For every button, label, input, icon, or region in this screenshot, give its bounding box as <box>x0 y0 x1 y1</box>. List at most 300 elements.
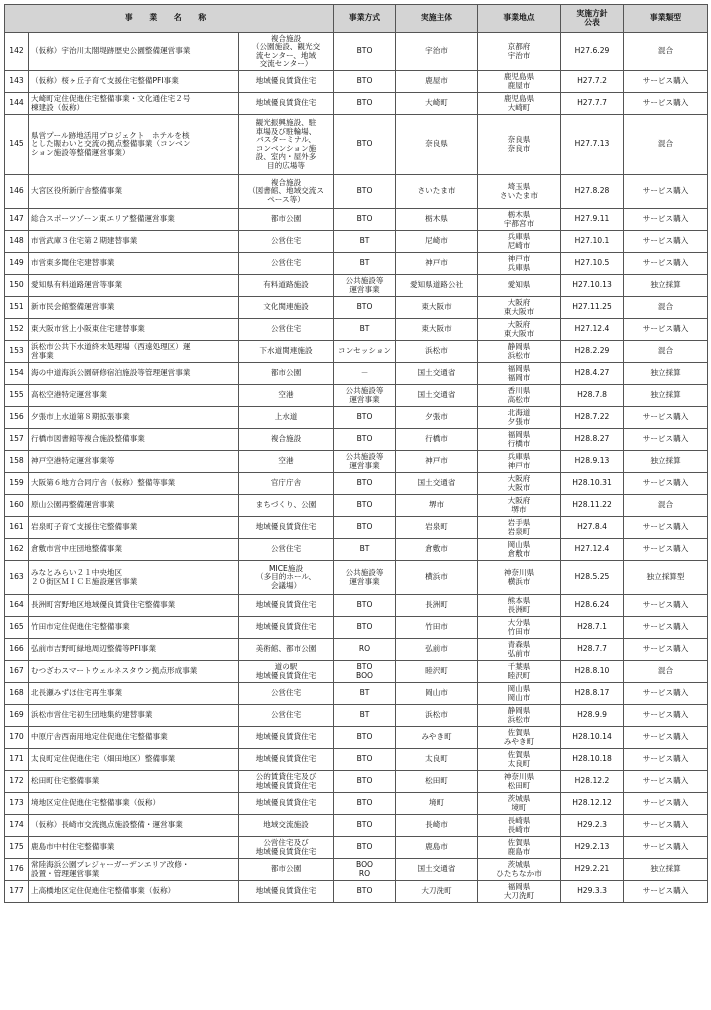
project-location-cell <box>478 661 561 683</box>
header-type: 事業類型 <box>624 5 708 33</box>
implementing-body: 国土交通省 <box>417 368 456 378</box>
facility-type-cell <box>239 253 334 275</box>
project-method: BTO <box>356 754 373 764</box>
facility-type-cell <box>239 727 334 749</box>
row-number-cell <box>5 859 29 881</box>
announcement-date-cell <box>561 175 624 209</box>
implementing-body: 境町 <box>428 798 445 808</box>
facility-type-cell <box>239 683 334 705</box>
facility-type: 複合施設 <box>270 177 302 187</box>
project-name: 長洲町宮野地区地域優良賃貸住宅整備事業 <box>31 600 176 610</box>
row-number-cell <box>5 793 29 815</box>
announcement-date: H28.7.7 <box>577 644 607 654</box>
facility-type-cell <box>239 429 334 451</box>
project-name-cell <box>29 115 239 175</box>
project-name: 海の中道海浜公園研修宿泊施設等管理運営事業 <box>31 368 191 378</box>
project-method-cell <box>334 683 396 705</box>
implementing-body-cell <box>396 727 478 749</box>
project-method: BTO <box>356 662 373 671</box>
project-name: 境地区定住促進住宅整備事業（仮称） <box>31 798 161 808</box>
project-category: 独立採算 <box>650 368 681 378</box>
row-number-cell <box>5 595 29 617</box>
project-name-cell <box>29 771 239 793</box>
project-location: 熊本県 <box>507 596 531 605</box>
project-location-cell <box>478 815 561 837</box>
project-method-cell <box>334 859 396 881</box>
implementing-body-cell <box>396 275 478 297</box>
row-number: 176 <box>9 864 24 874</box>
project-method: BTO <box>356 732 373 742</box>
announcement-date: H27.10.13 <box>572 280 612 290</box>
project-category-cell <box>624 517 708 539</box>
project-category: サービス購入 <box>642 522 689 532</box>
implementing-body: 奈良県 <box>425 139 448 149</box>
project-location: 愛知県 <box>507 280 531 290</box>
project-method-cell <box>334 341 396 363</box>
row-number-cell <box>5 175 29 209</box>
row-number: 158 <box>9 456 24 466</box>
project-category: サービス購入 <box>642 622 689 632</box>
announcement-date-cell <box>561 771 624 793</box>
project-name: 松田町住宅整備事業 <box>31 776 100 786</box>
project-name: 鹿島市中村住宅整備事業 <box>31 842 115 852</box>
facility-type: 公営住宅 <box>270 258 302 268</box>
implementing-body: 長洲町 <box>425 600 448 610</box>
project-location-cell <box>478 595 561 617</box>
project-location: 北海道 <box>507 408 531 417</box>
project-location-cell <box>478 319 561 341</box>
implementing-body-cell <box>396 473 478 495</box>
row-number-cell <box>5 683 29 705</box>
project-method: BTO <box>356 500 373 510</box>
project-name-cell <box>29 639 239 661</box>
implementing-body: 東大阪市 <box>421 302 452 312</box>
facility-type: 地域優良賃貸住宅 <box>255 732 317 742</box>
project-category-cell <box>624 661 708 683</box>
project-category: サービス購入 <box>642 186 689 196</box>
table-row <box>5 639 708 661</box>
implementing-body-cell <box>396 33 478 71</box>
facility-type: 車場及び駐輪場、 <box>255 126 317 136</box>
implementing-body-cell <box>396 341 478 363</box>
project-category-cell <box>624 341 708 363</box>
facility-type: 地域優良賃貸住宅 <box>255 886 317 896</box>
project-location: 岩泉町 <box>507 526 531 536</box>
project-name: 行橋市図書館等複合施設整備事業 <box>31 434 145 444</box>
table-row <box>5 93 708 115</box>
project-name-cell <box>29 837 239 859</box>
project-location: 大阪府 <box>507 496 531 505</box>
project-location: 大阪府 <box>507 474 531 483</box>
project-location: 佐賀県 <box>507 750 531 759</box>
announcement-date: H28.8.17 <box>574 688 610 698</box>
facility-type: 公営住宅及び <box>263 838 309 847</box>
facility-type: ペース等） <box>267 194 305 204</box>
project-location: 福岡市 <box>507 372 531 382</box>
project-method: BTO <box>356 886 373 896</box>
project-category-cell <box>624 859 708 881</box>
facility-type-cell <box>239 495 334 517</box>
project-category: サービス購入 <box>642 820 689 830</box>
implementing-body: 太良町 <box>425 754 448 764</box>
facility-type: 地域優良賃貸住宅 <box>255 670 317 680</box>
project-category-cell <box>624 209 708 231</box>
table-row <box>5 495 708 517</box>
table-row <box>5 71 708 93</box>
project-location-cell <box>478 451 561 473</box>
facility-type-cell <box>239 175 334 209</box>
project-location: 佐賀県 <box>507 728 531 737</box>
row-number-cell <box>5 363 29 385</box>
project-name-cell <box>29 363 239 385</box>
row-number-cell <box>5 429 29 451</box>
row-number: 150 <box>9 280 24 290</box>
table-row <box>5 319 708 341</box>
project-name-cell <box>29 341 239 363</box>
project-location: 兵庫県 <box>507 452 531 461</box>
project-name-cell <box>29 319 239 341</box>
announcement-date: H28.5.25 <box>574 572 610 582</box>
facility-type-cell <box>239 451 334 473</box>
announcement-date-cell <box>561 275 624 297</box>
project-category-cell <box>624 683 708 705</box>
project-method: RO <box>358 644 371 654</box>
project-location-cell <box>478 71 561 93</box>
project-location: 奈良市 <box>507 143 531 153</box>
announcement-date: H29.3.3 <box>577 886 607 896</box>
project-location: 茨城県 <box>507 794 531 803</box>
project-name-cell <box>29 385 239 407</box>
table-row <box>5 749 708 771</box>
facility-type-cell <box>239 837 334 859</box>
project-name-cell <box>29 71 239 93</box>
project-method: BTO <box>356 302 373 312</box>
implementing-body-cell <box>396 209 478 231</box>
project-method: RO <box>358 868 371 878</box>
project-location: 大刀洗町 <box>503 890 535 900</box>
announcement-date-cell <box>561 617 624 639</box>
implementing-body-cell <box>396 793 478 815</box>
facility-type: 公的賃貸住宅及び <box>255 772 317 781</box>
project-location-cell <box>478 561 561 595</box>
project-category: サービス購入 <box>642 798 689 808</box>
project-location-cell <box>478 429 561 451</box>
row-number: 165 <box>9 622 24 632</box>
announcement-date-cell <box>561 209 624 231</box>
announcement-date-cell <box>561 93 624 115</box>
project-location: 堺市 <box>511 504 527 514</box>
project-location: 兵庫県 <box>507 232 531 241</box>
facility-type-cell <box>239 33 334 71</box>
project-method: BTO <box>356 522 373 532</box>
project-category: 独立採算 <box>650 456 681 466</box>
table-row <box>5 683 708 705</box>
project-location: ひたちなか市 <box>496 868 542 878</box>
announcement-date: H29.2.13 <box>574 842 610 852</box>
facility-type-cell <box>239 815 334 837</box>
facility-type: 地域優良賃貸住宅 <box>255 754 317 764</box>
row-number: 172 <box>9 776 24 786</box>
project-method: BTO <box>356 186 373 196</box>
project-location: 大阪市 <box>507 482 531 492</box>
project-location-cell <box>478 837 561 859</box>
project-name-cell <box>29 749 239 771</box>
row-number-cell <box>5 837 29 859</box>
implementing-body-cell <box>396 253 478 275</box>
facility-type: 流センター、地域 <box>255 50 317 60</box>
project-name: 新市民会館整備運営事業 <box>31 302 115 312</box>
project-location: 尼崎市 <box>507 240 531 250</box>
project-name: とした賑わいと交流の拠点整備事業（コンベン <box>31 139 191 149</box>
project-method: 公共施設等 <box>345 568 384 577</box>
row-number: 156 <box>9 412 24 422</box>
announcement-date-cell <box>561 33 624 71</box>
project-name: 高松空港特定運営事業 <box>31 390 107 400</box>
table-row <box>5 253 708 275</box>
row-number: 147 <box>9 214 24 224</box>
project-method: 運営事業 <box>349 284 380 294</box>
table-row <box>5 407 708 429</box>
project-category: サービス購入 <box>642 710 689 720</box>
project-method: BTO <box>356 412 373 422</box>
project-name-cell <box>29 881 239 903</box>
table-row <box>5 517 708 539</box>
implementing-body-cell <box>396 93 478 115</box>
facility-type-cell <box>239 617 334 639</box>
announcement-date-cell <box>561 881 624 903</box>
project-name-cell <box>29 175 239 209</box>
project-location: 宇治市 <box>507 50 531 60</box>
facility-type-cell <box>239 93 334 115</box>
announcement-date-cell <box>561 297 624 319</box>
table-row <box>5 231 708 253</box>
project-location: 岡山県 <box>507 684 531 693</box>
project-category-cell <box>624 275 708 297</box>
implementing-body-cell <box>396 407 478 429</box>
table-row <box>5 363 708 385</box>
row-number: 159 <box>9 478 24 488</box>
project-name-cell <box>29 93 239 115</box>
announcement-date: H28.7.1 <box>577 622 607 632</box>
project-category-cell <box>624 749 708 771</box>
announcement-date: H28.9.13 <box>574 456 610 466</box>
facility-type: 地域優良賃貸住宅 <box>255 522 317 532</box>
row-number-cell <box>5 749 29 771</box>
project-method-cell <box>334 385 396 407</box>
announcement-date-cell <box>561 363 624 385</box>
row-number-cell <box>5 517 29 539</box>
implementing-body-cell <box>396 175 478 209</box>
project-location-cell <box>478 341 561 363</box>
project-category-cell <box>624 561 708 595</box>
table-row <box>5 617 708 639</box>
project-location: 大分県 <box>507 618 531 627</box>
implementing-body: 栃木県 <box>425 214 448 224</box>
project-name: 岩泉町子育て支援住宅整備事業 <box>31 522 138 532</box>
facility-type-cell <box>239 115 334 175</box>
project-category-cell <box>624 705 708 727</box>
facility-type-cell <box>239 859 334 881</box>
project-name-cell <box>29 595 239 617</box>
row-number-cell <box>5 771 29 793</box>
table-row <box>5 595 708 617</box>
project-location: 太良町 <box>507 758 531 768</box>
project-location-cell <box>478 771 561 793</box>
facility-type: （図書館、地域交流ス <box>248 186 324 196</box>
table-row <box>5 705 708 727</box>
facility-type-cell <box>239 473 334 495</box>
project-location-cell <box>478 253 561 275</box>
project-name: 原山公園再整備運営事業 <box>31 500 115 510</box>
table-row <box>5 175 708 209</box>
implementing-body: みやき町 <box>421 732 452 742</box>
project-category: サービス購入 <box>642 98 689 108</box>
row-number: 151 <box>9 302 24 312</box>
project-method-cell <box>334 175 396 209</box>
project-name: 上高橋地区定住促進住宅整備事業（仮称） <box>31 886 176 896</box>
project-method-cell <box>334 517 396 539</box>
implementing-body: 国土交通省 <box>417 390 456 400</box>
project-method-cell <box>334 793 396 815</box>
facility-type: 観光振興施設、駐 <box>255 118 317 127</box>
project-method-cell <box>334 209 396 231</box>
facility-type-cell <box>239 275 334 297</box>
facility-type-cell <box>239 771 334 793</box>
implementing-body: 尼崎市 <box>425 236 448 246</box>
facility-type: バスターミナル、 <box>256 135 316 144</box>
project-category-cell <box>624 297 708 319</box>
announcement-date: H28.6.24 <box>574 600 610 610</box>
table-row <box>5 33 708 71</box>
project-name: 倉敷市営中庄団地整備事業 <box>31 544 123 554</box>
project-method-cell <box>334 815 396 837</box>
project-method-cell <box>334 749 396 771</box>
project-location-cell <box>478 473 561 495</box>
row-number-cell <box>5 253 29 275</box>
project-method: BT <box>359 258 370 268</box>
implementing-body: 鹿屋市 <box>425 76 448 86</box>
project-category-cell <box>624 771 708 793</box>
row-number: 169 <box>9 710 24 720</box>
announcement-date: H28.11.22 <box>572 500 612 510</box>
project-category: 混合 <box>657 346 674 356</box>
project-location: 境町 <box>511 802 527 812</box>
row-number: 155 <box>9 390 24 400</box>
implementing-body-cell <box>396 749 478 771</box>
announcement-date-cell <box>561 473 624 495</box>
project-name: 大崎町定住促進住宅整備事業・文化通住宅２号 <box>31 94 191 103</box>
facility-type-cell <box>239 561 334 595</box>
project-name: 竹田市定住促進住宅整備事業 <box>31 622 130 632</box>
project-name: みなとみらい２１中央地区 <box>31 568 123 577</box>
project-location: 岡山県 <box>507 540 531 549</box>
announcement-date: H27.11.25 <box>572 302 612 312</box>
implementing-body-cell <box>396 385 478 407</box>
project-name: （仮称）長崎市交流拠点施設整備・運営事業 <box>31 820 183 830</box>
project-name: ション施設等整備運営事業） <box>31 147 130 157</box>
project-category-cell <box>624 595 708 617</box>
project-method: BTO <box>356 46 373 56</box>
project-name: 浜松市営住宅初生団地集約建替事業 <box>31 710 153 720</box>
facility-type: MICE施設 <box>268 563 304 573</box>
project-method-cell <box>334 539 396 561</box>
announcement-date-cell <box>561 727 624 749</box>
row-number: 152 <box>9 324 24 334</box>
facility-type-cell <box>239 71 334 93</box>
project-name-cell <box>29 473 239 495</box>
row-number-cell <box>5 231 29 253</box>
row-number-cell <box>5 341 29 363</box>
project-location: 岩手県 <box>507 518 531 527</box>
project-location-cell <box>478 517 561 539</box>
project-method: BT <box>359 236 370 246</box>
implementing-body-cell <box>396 71 478 93</box>
announcement-date: H28.10.14 <box>572 732 612 742</box>
table-row <box>5 275 708 297</box>
announcement-date-cell <box>561 705 624 727</box>
project-name-cell <box>29 539 239 561</box>
implementing-body: 堺市 <box>428 500 445 510</box>
project-category-cell <box>624 319 708 341</box>
implementing-body-cell <box>396 297 478 319</box>
project-method-cell <box>334 319 396 341</box>
facility-type-cell <box>239 595 334 617</box>
project-method-cell <box>334 275 396 297</box>
project-location: 倉敷市 <box>507 548 531 558</box>
project-name-cell <box>29 793 239 815</box>
project-method: BTO <box>356 776 373 786</box>
facility-type-cell <box>239 749 334 771</box>
facility-type: （公園施設、観光交 <box>251 42 321 51</box>
header-date <box>561 5 624 33</box>
project-location: 大阪府 <box>507 298 531 307</box>
project-name: 総合スポーツゾーン東エリア整備運営事業 <box>31 214 175 224</box>
project-method-cell <box>334 639 396 661</box>
project-name: 営事業 <box>31 350 54 360</box>
project-category-cell <box>624 727 708 749</box>
announcement-date-cell <box>561 253 624 275</box>
project-location: 栃木県 <box>507 210 531 219</box>
announcement-date-cell <box>561 749 624 771</box>
project-location: 長崎市 <box>507 824 531 834</box>
announcement-date: H28.8.27 <box>574 434 610 444</box>
announcement-date-cell <box>561 495 624 517</box>
implementing-body-cell <box>396 429 478 451</box>
project-method: BTO <box>356 820 373 830</box>
row-number-cell <box>5 539 29 561</box>
row-number-cell <box>5 881 29 903</box>
project-location: 静岡県 <box>507 706 531 715</box>
implementing-body: 国土交通省 <box>417 864 456 874</box>
announcement-date: H28.10.18 <box>572 754 612 764</box>
header-project-name: 事 業 名 称 <box>5 5 334 33</box>
project-method-cell <box>334 473 396 495</box>
table-row <box>5 209 708 231</box>
project-name: 大阪第６地方合同庁舎（仮称）整備等事業 <box>31 478 176 488</box>
project-category-cell <box>624 539 708 561</box>
announcement-date-cell <box>561 319 624 341</box>
announcement-date-cell <box>561 517 624 539</box>
row-number-cell <box>5 451 29 473</box>
row-number-cell <box>5 495 29 517</box>
project-category-cell <box>624 363 708 385</box>
row-number: 142 <box>9 46 24 56</box>
project-location: 行橋市 <box>507 438 531 448</box>
project-location-cell <box>478 297 561 319</box>
row-number-cell <box>5 727 29 749</box>
facility-type: 地域優良賃貸住宅 <box>255 76 317 86</box>
project-location: 大崎町 <box>507 102 531 112</box>
